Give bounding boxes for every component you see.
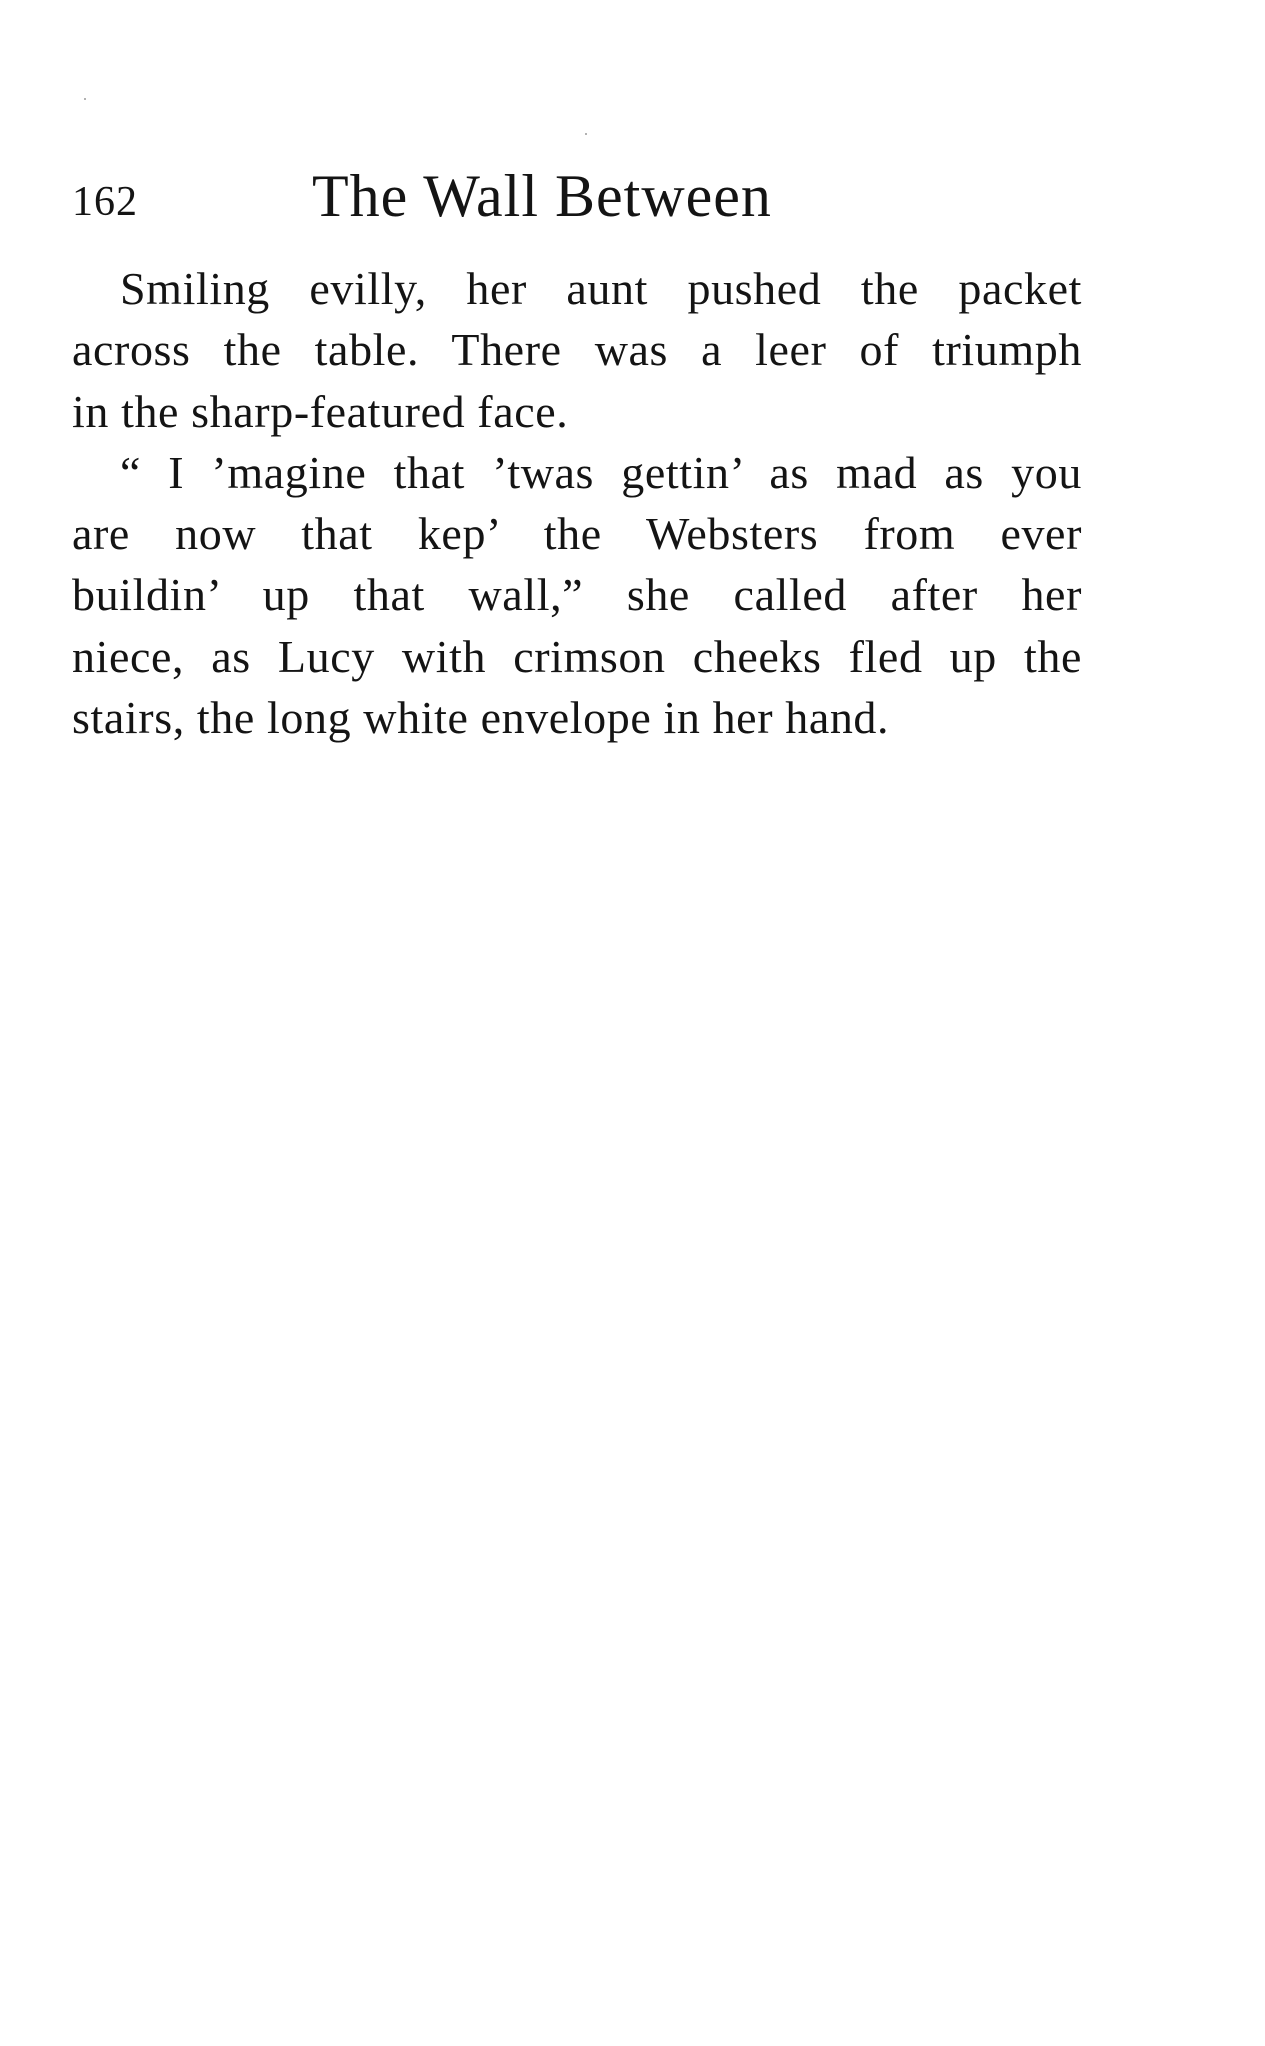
- text-line: across the table. There was a leer of triumph: [72, 324, 1082, 376]
- text-line: in the sharp-featured face.: [72, 385, 569, 437]
- page-title: The Wall Between: [312, 163, 772, 229]
- body-text: [72, 258, 1082, 748]
- paragraph-2: [72, 442, 1082, 748]
- text-line: Smiling evilly, her aunt pushed the packet: [120, 263, 1082, 314]
- text-line: buildin’ up that wall,” she called after her: [72, 569, 1082, 621]
- paragraph-1: [72, 258, 1082, 442]
- text-line: are now that kep’ the Websters from ever: [72, 508, 1082, 560]
- text-line: niece, as Lucy with crimson cheeks fled up the: [72, 630, 1082, 682]
- paper-speck: [585, 133, 587, 135]
- paper-speck: [84, 98, 86, 100]
- text-line: “ I ’magine that ’twas gettin’ as mad as you: [120, 446, 1082, 498]
- text-line: stairs, the long white envelope in her hand.: [72, 692, 890, 744]
- page-number: 162: [72, 179, 138, 225]
- running-head: [72, 158, 1082, 238]
